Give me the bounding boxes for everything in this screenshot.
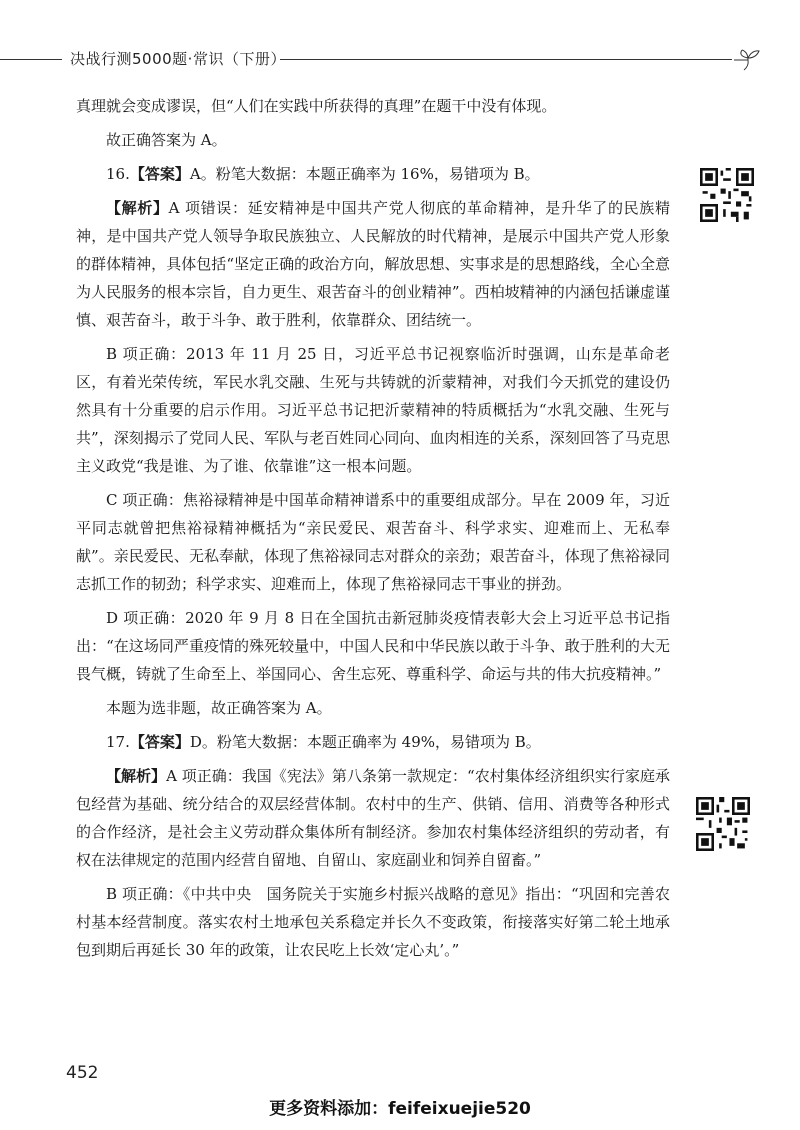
running-header (0, 48, 800, 72)
q17-analysis-a-text: A 项正确：我国《宪法》第八条第一款规定：“农村集体经济组织实行家庭承包经营为基础、统分结合的双层经营体制。农村中的生产、供销、信用、消费等各种形式的合作经济，是社会主义劳动群众集体所有制经济。参加农村集体经济组织的劳动者，有权在法律规定的范围内经营自留地、自留山、家庭副业和饲养自留畜。” (76, 767, 670, 869)
q17-analysis-a (76, 762, 670, 874)
page-body (76, 92, 670, 970)
page-number: 452 (66, 1063, 99, 1083)
header-title: 决战行测5000题·常识（下册） (70, 50, 286, 68)
answer-conclusion: 故正确答案为 A。 (106, 131, 227, 149)
header-rule-left (0, 59, 62, 60)
analysis-tag: 【解析】 (106, 199, 169, 217)
q17-answer (76, 728, 670, 756)
header-rule-right (280, 59, 732, 60)
q16-number: 16. (106, 165, 130, 183)
paragraph: 真理就会变成谬误，但“人们在实践中所获得的真理”在题干中没有体现。 (76, 97, 557, 115)
qr-code-icon[interactable] (696, 797, 750, 851)
q16-analysis-a (76, 194, 670, 334)
q16-answer (76, 160, 670, 188)
q16-para-c: C 项正确：焦裕禄精神是中国革命精神谱系中的重要组成部分。早在 2009 年，习近平同志就曾把焦裕禄精神概括为“亲民爱民、艰苦奋斗、科学求实、迎难而上、无私奉献”。亲民爱民、无私奉献，体现了焦裕禄同志对群众的亲劲；艰苦奋斗，体现了焦裕禄同志抓工作的韧劲；科学求实、迎难而上，体现了焦裕禄同志干事业的拼劲。 (76, 491, 670, 593)
footer-note: 更多资料添加：feifeixuejie520 (269, 1099, 531, 1119)
sprout-icon (732, 48, 762, 72)
q17-para-b: B 项正确：《中共中央 国务院关于实施乡村振兴战略的意见》指出：“巩固和完善农村基本经营制度。落实农村土地承包关系稳定并长久不变政策，衔接落实好第二轮土地承包到期后再延长 30 年的政策，让农民吃上长效‘定心丸’。” (76, 885, 670, 959)
answer-tag: 【答案】 (129, 165, 190, 183)
q17-number: 17. (106, 733, 130, 751)
q16-conclusion: 本题为选非题，故正确答案为 A。 (106, 699, 332, 717)
q16-para-d: D 项正确：2020 年 9 月 8 日在全国抗击新冠肺炎疫情表彰大会上习近平总书记指出：“在这场同严重疫情的殊死较量中，中国人民和中华民族以敢于斗争、敢于胜利的大无畏气概，铸就了生命至上、举国同心、舍生忘死、尊重科学、命运与共的伟大抗疫精神。” (76, 609, 670, 683)
q16-answer-text: A。粉笔大数据：本题正确率为 16%，易错项为 B。 (189, 165, 540, 183)
answer-tag: 【答案】 (129, 733, 190, 751)
q17-answer-text: D。粉笔大数据：本题正确率为 49%，易错项为 B。 (189, 733, 541, 751)
q16-para-b: B 项正确：2013 年 11 月 25 日，习近平总书记视察临沂时强调，山东是革命老区，有着光荣传统，军民水乳交融、生死与共铸就的沂蒙精神，对我们今天抓党的建设仍然具有十分重要的启示作用。习近平总书记把沂蒙精神的特质概括为“水乳交融、生死与共”，深刻揭示了党同人民、军队与老百姓同心同向、血肉相连的关系，深刻回答了马克思主义政党“我是谁、为了谁、依靠谁”这一根本问题。 (76, 345, 670, 475)
qr-code-icon[interactable] (700, 168, 754, 222)
analysis-tag: 【解析】 (106, 767, 167, 785)
q16-analysis-a-text: A 项错误：延安精神是中国共产党人彻底的革命精神，是升华了的民族精神，是中国共产党人领导争取民族独立、人民解放的时代精神，是展示中国共产党人形象的群体精神，具体包括“坚定正确的政治方向，解放思想、实事求是的思想路线，全心全意为人民服务的根本宗旨，自力更生、艰苦奋斗的创业精神”。西柏坡精神的内涵包括谦虚谨慎、艰苦奋斗，敢于斗争、敢于胜利，依靠群众、团结统一。 (76, 199, 670, 329)
